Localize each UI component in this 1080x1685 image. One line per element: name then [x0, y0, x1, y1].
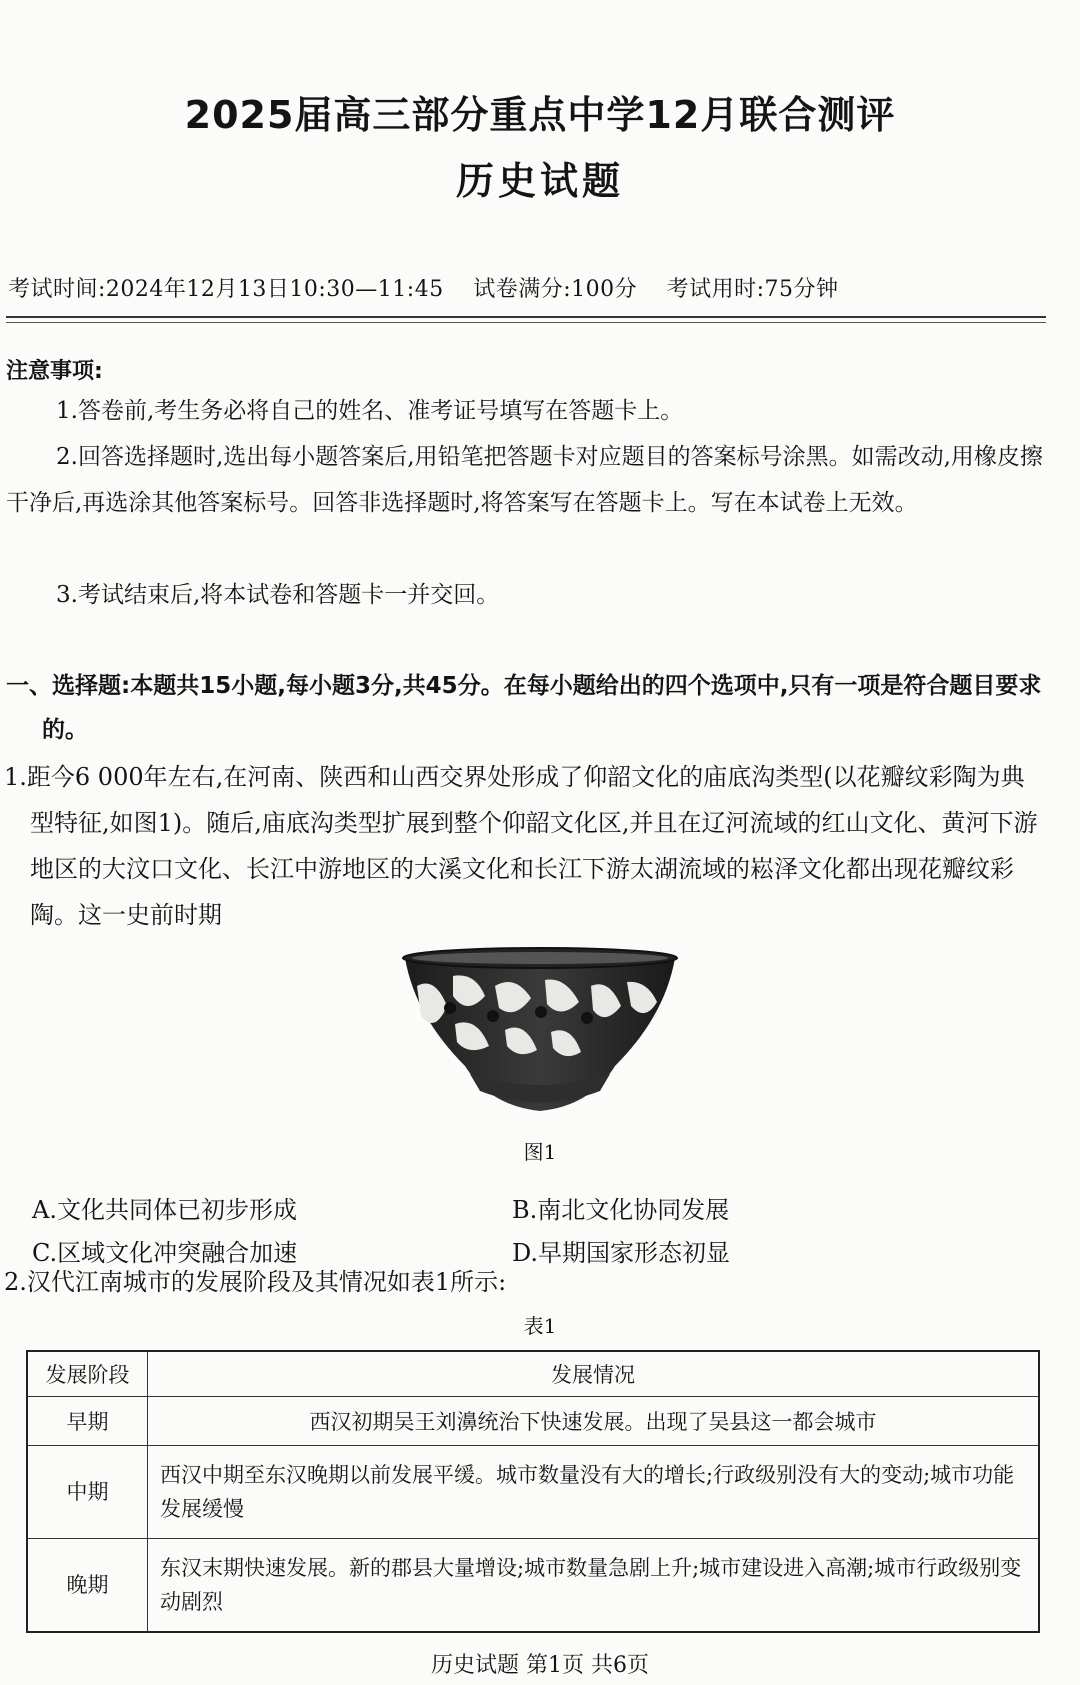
table-cell-detail: 西汉初期吴王刘濞统治下快速发展。出现了吴县这一都会城市 [148, 1397, 1040, 1446]
option-a: A.文化共同体已初步形成 [32, 1196, 297, 1224]
table-cell-detail: 西汉中期至东汉晚期以前发展平缓。城市数量没有大的增长;行政级别没有大的变动;城市功能发展缓慢 [148, 1446, 1040, 1539]
table-cell-stage: 晚期 [27, 1539, 148, 1633]
table-header-row [27, 1351, 1039, 1397]
notes-title: 注意事项: [6, 359, 103, 384]
table-row [27, 1539, 1039, 1633]
full-score: 试卷满分:100分 [473, 277, 638, 302]
table-header-detail: 发展情况 [148, 1351, 1040, 1397]
question-2-stem: 2.汉代江南城市的发展阶段及其情况如表1所示: [4, 1268, 507, 1296]
page-footer: 历史试题 第1页 共6页 [431, 1653, 649, 1678]
exam-time: 考试时间:2024年12月13日10:30—11:45 [8, 277, 444, 302]
exam-title: 2025届高三部分重点中学12月联合测评 [184, 93, 896, 137]
exam-subject: 历史试题 [455, 159, 624, 203]
section-heading: 一、选择题:本题共15小题,每小题3分,共45分。在每小题给出的四个选项中,只有一项是符合题目要求的。 [6, 673, 1042, 743]
header-divider [6, 316, 1046, 318]
table-row [27, 1397, 1039, 1446]
table-caption: 表1 [523, 1314, 557, 1338]
table-row [27, 1446, 1039, 1539]
table-header-stage: 发展阶段 [27, 1351, 148, 1397]
note-item-3: 3.考试结束后,将本试卷和答题卡一并交回。 [56, 582, 500, 608]
note-item-2: 2.回答选择题时,选出每小题答案后,用铅笔把答题卡对应题目的答案标号涂黑。如需改动,用橡皮擦干净后,再选涂其他答案标号。回答非选择题时,将答案写在答题卡上。写在本试卷上无效。 [6, 444, 1043, 516]
question-1-stem: 1.距今6 000年左右,在河南、陕西和山西交界处形成了仰韶文化的庙底沟类型(以花瓣纹彩陶为典型特征,如图1)。随后,庙底沟类型扩展到整个仰韶文化区,并且在辽河流域的红山文化、黄河下游地区的大汶口文化、长江中游地区的大溪文化和长江下游太湖流域的崧泽文化都出现花瓣纹彩陶。这一史前时期 [4, 763, 1038, 929]
header-divider-thin [6, 322, 1046, 323]
exam-info-line [8, 272, 861, 303]
option-d: D.早期国家形态初显 [512, 1239, 731, 1267]
figure-caption: 图1 [523, 1140, 557, 1164]
table-cell-stage: 早期 [27, 1397, 148, 1446]
painted-pottery-figure [395, 946, 685, 1116]
exam-duration: 考试用时:75分钟 [666, 277, 839, 302]
city-development-table [26, 1350, 1040, 1633]
table-cell-detail: 东汉末期快速发展。新的郡县大量增设;城市数量急剧上升;城市建设进入高潮;城市行政级别变动剧烈 [148, 1539, 1040, 1633]
option-b: B.南北文化协同发展 [512, 1196, 730, 1224]
note-item-1: 1.答卷前,考生务必将自己的姓名、准考证号填写在答题卡上。 [56, 398, 684, 424]
table-cell-stage: 中期 [27, 1446, 148, 1539]
option-c: C.区域文化冲突融合加速 [32, 1239, 298, 1267]
